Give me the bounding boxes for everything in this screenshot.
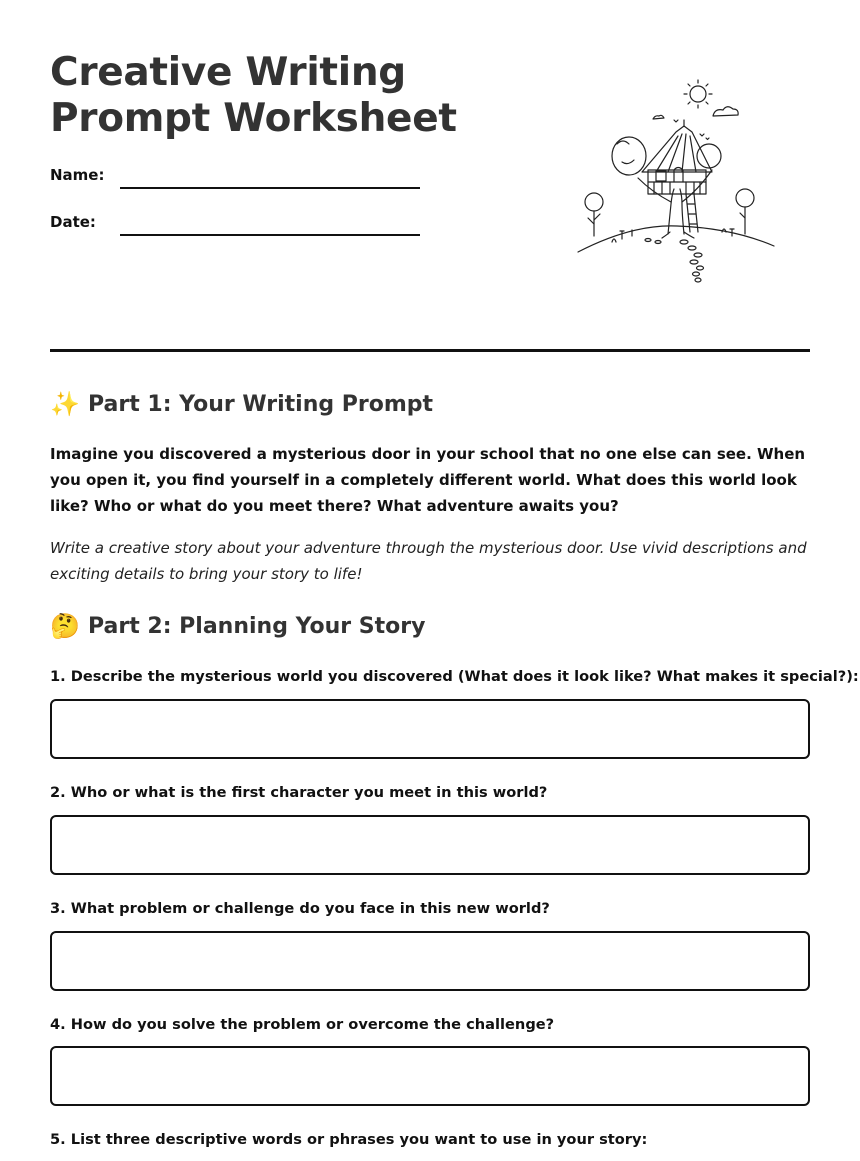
title-line-1: Creative Writing: [50, 50, 406, 95]
answer-box-3[interactable]: [50, 931, 810, 991]
cloud-icon: [713, 107, 738, 116]
answer-box-4[interactable]: [50, 1046, 810, 1106]
page-title: [50, 50, 457, 142]
question-1-label: 1. Describe the mysterious world you discovered (What does it look like? What makes it special?):: [50, 668, 859, 685]
question-3-label: 3. What problem or challenge do you face in this new world?: [50, 900, 550, 917]
question-5-label: 5. List three descriptive words or phrases you want to use in your story:: [50, 1131, 648, 1148]
name-label: Name:: [50, 166, 105, 184]
date-field[interactable]: [120, 234, 420, 236]
header-divider: [50, 349, 810, 352]
treehouse-illustration: [572, 74, 782, 286]
title-line-2: Prompt Worksheet: [50, 96, 457, 141]
sun-icon: [684, 80, 712, 108]
part1-heading: [50, 390, 433, 418]
part2-heading-text: Part 2: Planning Your Story: [88, 613, 426, 639]
writing-instructions: Write a creative story about your adventure through the mysterious door. Use vivid descriptions and exciting details to bring your story to life!: [50, 539, 807, 583]
answer-box-2[interactable]: [50, 815, 810, 875]
thinking-face-icon: 🤔: [50, 612, 80, 640]
answer-box-1[interactable]: [50, 699, 810, 759]
sparkles-icon: ✨: [50, 390, 80, 418]
date-label: Date:: [50, 213, 96, 231]
question-4-label: 4. How do you solve the problem or overcome the challenge?: [50, 1016, 555, 1033]
part1-heading-text: Part 1: Your Writing Prompt: [88, 391, 434, 417]
writing-prompt: Imagine you discovered a mysterious door in your school that no one else can see. When you open it, you find yourself in a completely different world. What does this world look like? Who or what do you meet there? What adventure awaits you?: [50, 445, 806, 515]
part2-heading: [50, 612, 425, 640]
name-field[interactable]: [120, 187, 420, 189]
question-2-label: 2. Who or what is the first character you meet in this world?: [50, 784, 548, 801]
